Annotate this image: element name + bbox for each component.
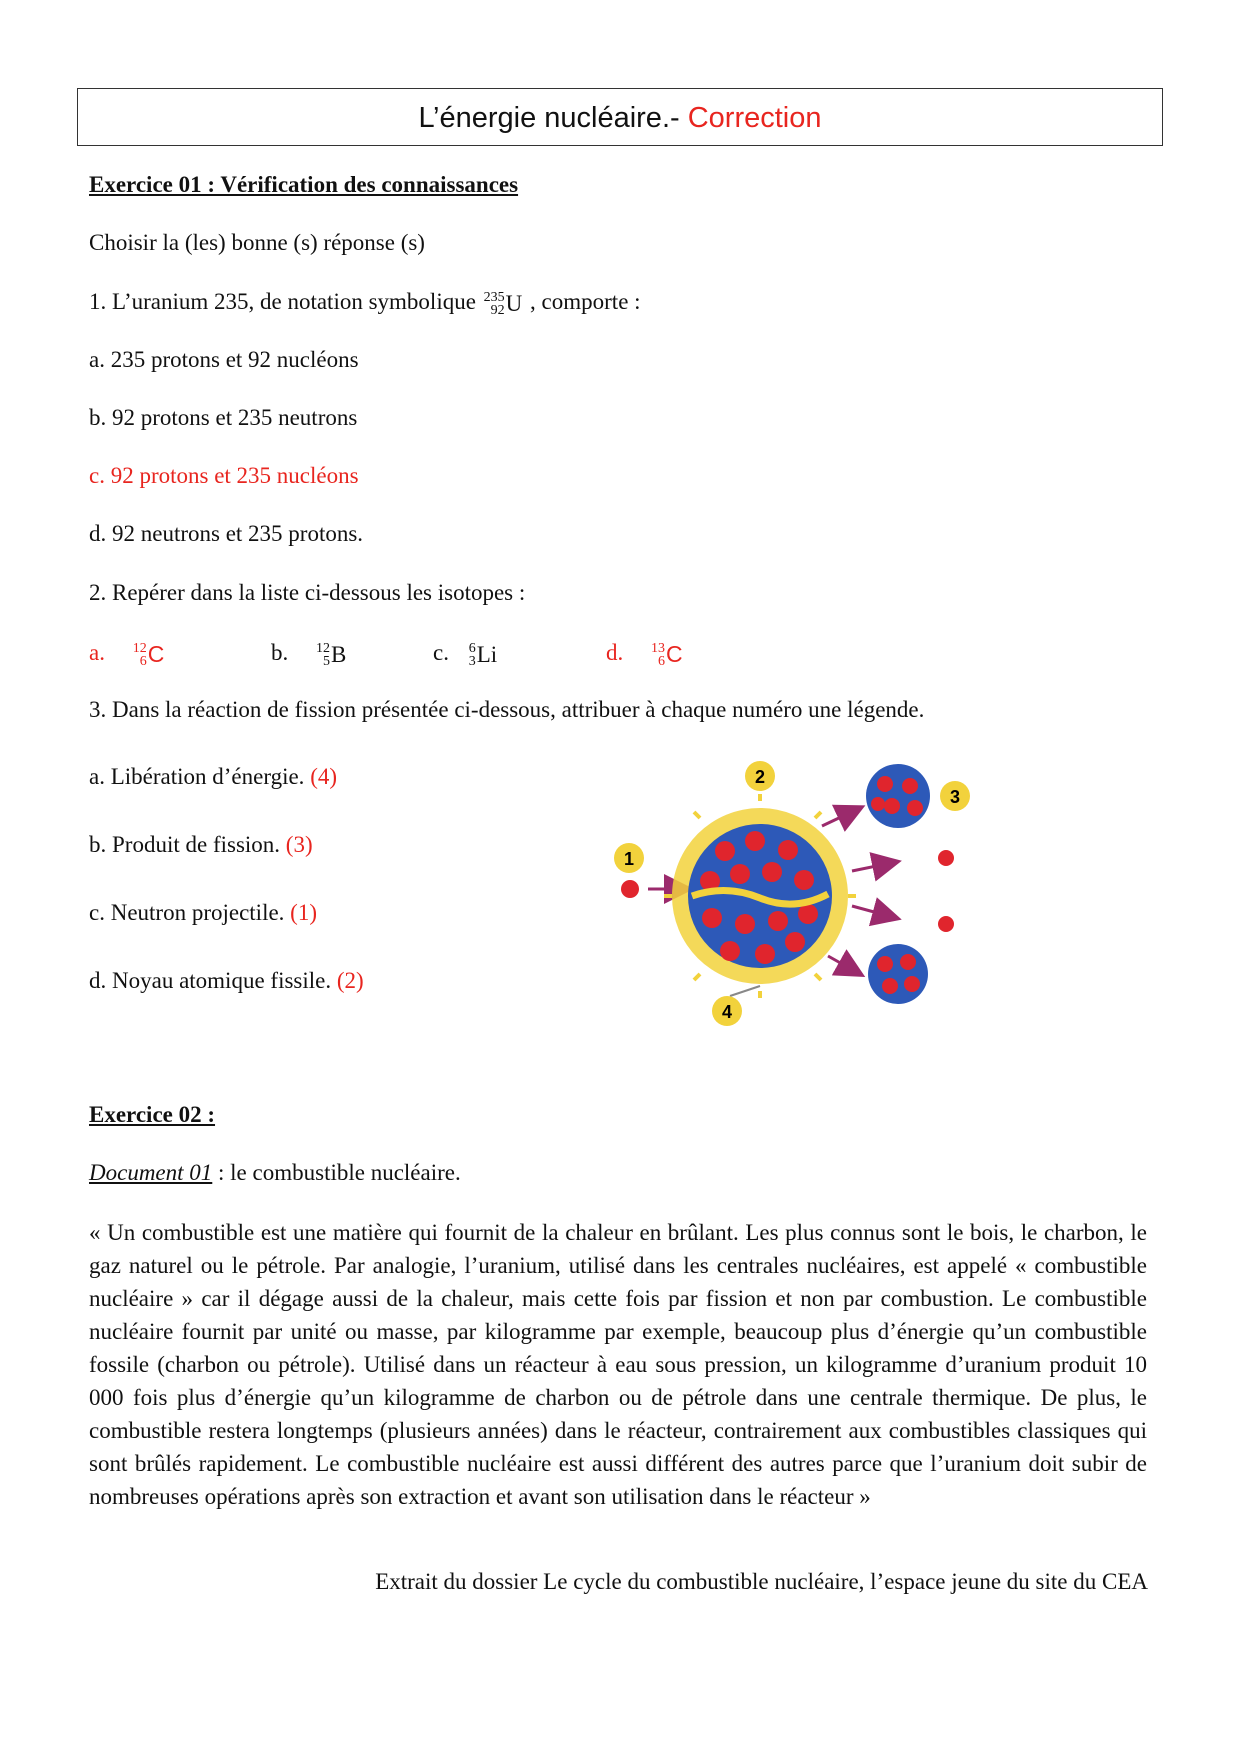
- q3-legend-b-text: b. Produit de fission.: [89, 832, 281, 857]
- isotope-a-atomic: 6: [139, 653, 147, 669]
- exercise-1-heading: Exercice 01 : Vérification des connaissances: [89, 172, 519, 197]
- q3-legend-c-text: c. Neutron projectile.: [89, 900, 285, 925]
- label-3: 3: [949, 787, 961, 807]
- label-4-leader: [730, 986, 760, 996]
- isotope-b-label: b.: [271, 640, 289, 665]
- isotope-a-label: a.: [89, 640, 105, 665]
- isotope-c-label: c.: [433, 640, 449, 665]
- isotope-d: [606, 640, 685, 668]
- label-4: 4: [721, 1002, 733, 1022]
- question-1: [89, 289, 641, 317]
- isotope-a: [89, 640, 166, 668]
- arrow-out-4: [828, 956, 860, 974]
- isotope-a-symbol: C: [147, 641, 165, 668]
- isotope-b-atomic: 5: [323, 653, 330, 669]
- exercise-2-heading: Exercice 02 :: [89, 1102, 216, 1127]
- arrow-out-1: [822, 808, 860, 826]
- q3-legend-d: [89, 968, 364, 994]
- q1-option-b: b. 92 protons et 235 neutrons: [89, 405, 358, 430]
- q3-legend-c-answer: (1): [290, 900, 317, 925]
- document-1-subtitle: : le combustible nucléaire.: [212, 1160, 461, 1185]
- isotope-d-atomic: 6: [658, 653, 665, 669]
- q1-option-d: d. 92 neutrons et 235 protons.: [89, 521, 364, 546]
- question-1-suffix: , comporte :: [530, 289, 641, 314]
- q3-legend-b-answer: (3): [285, 832, 313, 857]
- fission-product-top: [866, 764, 930, 828]
- isotope-b-mass: 12: [316, 640, 330, 656]
- document-1-label: Document 01: [89, 1160, 213, 1185]
- isotope-b: [271, 640, 348, 668]
- q3-legend-d-answer: (2): [336, 968, 364, 993]
- document-1-title: [89, 1160, 461, 1186]
- isotope-c-mass: 6: [468, 640, 476, 656]
- q3-legend-a: [89, 764, 337, 790]
- source-citation: Extrait du dossier Le cycle du combustible nucléaire, l’espace jeune du site du CEA: [375, 1569, 1148, 1594]
- label-1: 1: [623, 849, 635, 869]
- uranium-atomic-number: 92: [490, 302, 505, 318]
- exercise-1-instruction: Choisir la (les) bonne (s) réponse (s): [89, 230, 425, 255]
- question-1-prefix: 1. L’uranium 235, de notation symbolique: [89, 289, 476, 314]
- q1-option-a: a. 235 protons et 92 nucléons: [89, 347, 359, 372]
- page-title: L’énergie nucléaire.-: [418, 102, 680, 134]
- fission-product-bottom: [868, 944, 928, 1004]
- uranium-notation: [484, 291, 523, 317]
- projectile-neutron: [621, 880, 639, 898]
- question-2: 2. Repérer dans la liste ci-dessous les isotopes :: [89, 580, 526, 605]
- q3-legend-a-text: a. Libération d’énergie.: [89, 764, 305, 789]
- arrow-out-3: [852, 906, 896, 918]
- isotope-c-symbol: Li: [476, 641, 498, 667]
- title-box: [77, 88, 1163, 146]
- document-1-paragraph: « Un combustible est une matière qui fournit de la chaleur en brûlant. Les plus connus sont le bois, le charbon, le gaz naturel ou le pétrole. Par analogie, l’uranium, utilisé dans les centrales nucléaires, est appelé « combustible nucléaire » car il dégage aussi de la chaleur, mais cette fois par fission et non par combustion. Le combustible nucléaire fournit par unité ou masse, par kilogramme par exemple, beaucoup plus d’énergie qu’un combustible fossile (charbon ou pétrole). Utilisé dans un réacteur à eau sous pression, un kilogramme d’uranium produit 10 000 fois plus d’énergie qu’un kilogramme de charbon ou de pétrole dans une centrale thermique. De plus, le combustible restera longtemps (plusieurs années) dans le réacteur, contrairement aux combustibles classiques qui sont brûlés rapidement. Le combustible nucléaire est aussi différent des autres parce que l’uranium doit subir de nombreuses opérations après son extraction et avant son utilisation dans le réacteur »: [89, 1220, 1147, 1509]
- label-2: 2: [754, 767, 766, 787]
- isotope-c: [433, 640, 499, 668]
- q3-legend-b: [89, 832, 313, 858]
- arrow-out-2: [852, 862, 896, 871]
- isotope-d-label: d.: [606, 640, 624, 665]
- uranium-symbol: U: [505, 290, 523, 316]
- fission-svg: [560, 746, 1040, 1036]
- correction-label: Correction: [687, 102, 822, 134]
- q3-legend-c: [89, 900, 317, 926]
- released-neutron-2: [938, 916, 954, 932]
- q3-legend-d-text: d. Noyau atomique fissile.: [89, 968, 332, 993]
- released-neutron-1: [938, 850, 954, 866]
- isotope-c-atomic: 3: [468, 653, 476, 669]
- isotope-a-mass: 12: [132, 640, 147, 656]
- uranium-mass-number: 235: [483, 289, 505, 305]
- isotope-b-symbol: B: [331, 641, 347, 667]
- isotope-d-mass: 13: [651, 640, 665, 656]
- isotope-d-symbol: C: [666, 641, 683, 668]
- fission-diagram: [560, 746, 1040, 1041]
- question-3: 3. Dans la réaction de fission présentée ci-dessous, attribuer à chaque numéro une légende.: [89, 697, 925, 722]
- q3-legend-a-answer: (4): [310, 764, 338, 789]
- q1-option-c-correct: c. 92 protons et 235 nucléons: [89, 463, 359, 488]
